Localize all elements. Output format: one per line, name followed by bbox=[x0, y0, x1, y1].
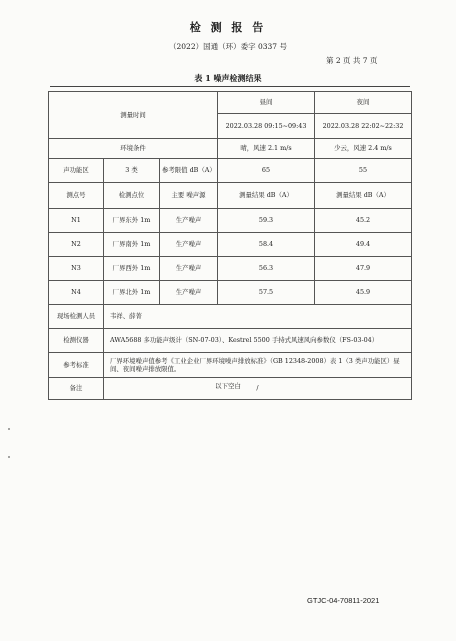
point-no: N1 bbox=[49, 209, 104, 233]
page-number: 第 2 页 共 7 页 bbox=[326, 56, 378, 65]
day-result: 56.3 bbox=[218, 257, 315, 281]
col-location: 检测点位 bbox=[104, 183, 160, 209]
remark-label: 备注 bbox=[49, 378, 104, 400]
limit-night: 55 bbox=[315, 159, 412, 183]
point-location: 厂界南外 1m bbox=[104, 233, 160, 257]
limit-day: 65 bbox=[218, 159, 315, 183]
table-title: 表 1 噪声检测结果 bbox=[194, 73, 262, 83]
standard-label: 参考标准 bbox=[49, 353, 104, 378]
table-row bbox=[49, 209, 412, 233]
point-location: 厂界西外 1m bbox=[104, 257, 160, 281]
scan-speck bbox=[8, 456, 10, 458]
instrument-value: AWA5688 多功能声级计（SN-07-03）、Kestrel 5500 手持式风速风向参数仪（FS-03-04） bbox=[104, 329, 412, 353]
remark-value: / bbox=[104, 378, 412, 400]
day-result: 59.3 bbox=[218, 209, 315, 233]
day-label: 昼间 bbox=[218, 92, 315, 114]
day-result: 57.5 bbox=[218, 281, 315, 305]
noise-results-table bbox=[48, 91, 412, 400]
table-row bbox=[49, 257, 412, 281]
point-location: 厂界北外 1m bbox=[104, 281, 160, 305]
env-night: 少云，风速 2.4 m/s bbox=[315, 139, 412, 159]
night-result: 45.9 bbox=[315, 281, 412, 305]
zone-label: 声功能区 bbox=[49, 159, 104, 183]
limit-label: 参考限值 dB（A） bbox=[160, 159, 218, 183]
col-source: 主要 噪声源 bbox=[160, 183, 218, 209]
report-number: （2022）国通（环）委字 0337 号 bbox=[169, 42, 287, 51]
table-row bbox=[49, 233, 412, 257]
table-row bbox=[49, 281, 412, 305]
point-no: N3 bbox=[49, 257, 104, 281]
night-time: 2022.03.28 22:02~22:32 bbox=[315, 114, 412, 139]
noise-source: 生产噪声 bbox=[160, 257, 218, 281]
col-point-no: 测点号 bbox=[49, 183, 104, 209]
staff-value: 韦祥、薛菁 bbox=[104, 305, 412, 329]
scan-speck bbox=[8, 428, 10, 430]
point-no: N4 bbox=[49, 281, 104, 305]
point-location: 厂界东外 1m bbox=[104, 209, 160, 233]
header-rule bbox=[50, 86, 410, 87]
point-no: N2 bbox=[49, 233, 104, 257]
noise-source: 生产噪声 bbox=[160, 281, 218, 305]
noise-source: 生产噪声 bbox=[160, 233, 218, 257]
report-title: 检 测 报 告 bbox=[189, 21, 267, 34]
standard-value: 厂界环境噪声值参考《工业企业厂界环境噪声排放标准》（GB 12348-2008）表 1（3 类声功能区）昼间、夜间噪声排放限值。 bbox=[104, 353, 412, 378]
night-label: 夜间 bbox=[315, 92, 412, 114]
col-night-result: 测量结果 dB（A） bbox=[315, 183, 412, 209]
env-day: 晴，风速 2.1 m/s bbox=[218, 139, 315, 159]
night-result: 49.4 bbox=[315, 233, 412, 257]
night-result: 47.9 bbox=[315, 257, 412, 281]
end-of-content-note: 以下空白 bbox=[215, 382, 241, 390]
noise-source: 生产噪声 bbox=[160, 209, 218, 233]
document-code: GTJC-04-70811-2021 bbox=[307, 596, 380, 605]
col-day-result: 测量结果 dB（A） bbox=[218, 183, 315, 209]
night-result: 45.2 bbox=[315, 209, 412, 233]
instrument-label: 检测仪器 bbox=[49, 329, 104, 353]
zone-value: 3 类 bbox=[104, 159, 160, 183]
staff-label: 现场检测人员 bbox=[49, 305, 104, 329]
env-label: 环境条件 bbox=[49, 139, 218, 159]
day-time: 2022.03.28 09:15~09:43 bbox=[218, 114, 315, 139]
measure-time-label: 测量时间 bbox=[49, 92, 218, 139]
day-result: 58.4 bbox=[218, 233, 315, 257]
